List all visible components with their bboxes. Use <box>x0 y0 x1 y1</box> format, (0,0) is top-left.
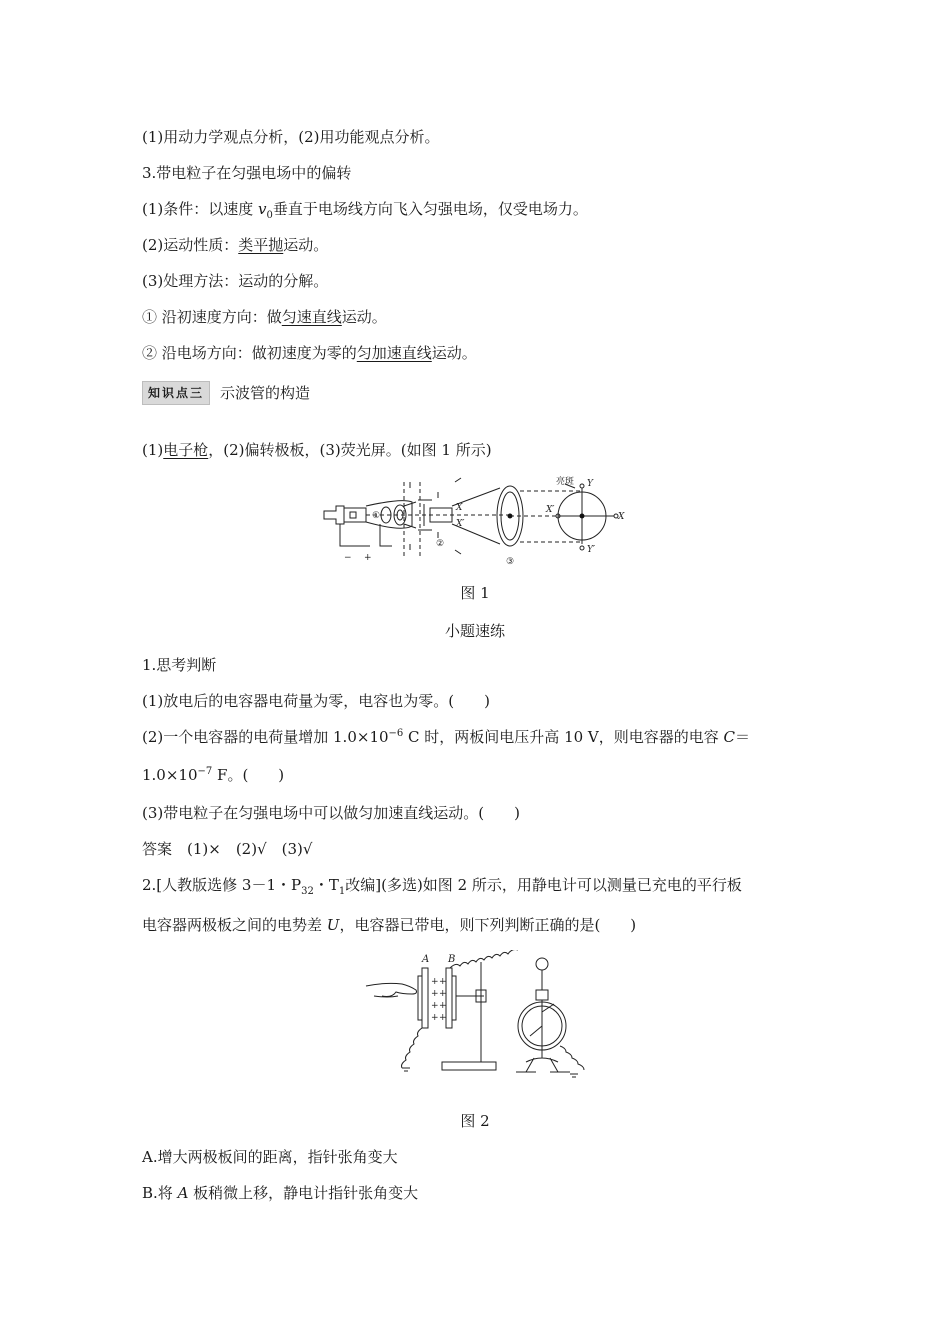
var-v: v <box>258 200 267 218</box>
label-spot: 亮斑 <box>556 477 575 487</box>
label-plate-B: B <box>448 954 456 965</box>
subheading-deflection: 3.带电粒子在匀强电场中的偏转 <box>142 164 352 182</box>
text-span: ① 沿初速度方向：做 <box>142 308 282 326</box>
subscript: 32 <box>301 886 314 897</box>
var-A: A <box>177 1184 189 1202</box>
figure-1-caption: 图 1 <box>460 584 490 602</box>
superscript: −7 <box>197 766 213 777</box>
superscript: −6 <box>388 728 404 739</box>
text-span: 2.[人教版选修 3－1・P <box>142 876 302 894</box>
text-span: 运动。 <box>283 236 329 254</box>
section-badge: 知识点三 <box>142 381 210 405</box>
answer-line: 答案 (1)× (2)√ (3)√ <box>142 840 313 858</box>
text-line <box>142 440 492 460</box>
label-circled-3: ③ <box>506 557 515 567</box>
text-span: 运动。 <box>341 308 387 326</box>
underlined-answer: 匀速直线 <box>281 308 342 326</box>
text-line <box>142 199 588 219</box>
underlined-answer: 匀加速直线 <box>356 344 432 362</box>
question-1-item-3: (3)带电粒子在匀强电场中可以做匀加速直线运动。( ) <box>142 804 520 822</box>
text-span: 垂直于电场线方向飞入匀强电场，仅受电场力。 <box>272 200 588 218</box>
text-span: (1)条件：以速度 <box>142 200 259 218</box>
label-Yprime: Y′ <box>587 545 595 555</box>
spot-dot <box>508 514 513 519</box>
label-circled-1: ① <box>372 511 381 521</box>
label-Xprime: X′ <box>546 505 555 515</box>
question-1-item-2-cont <box>142 765 284 785</box>
subscript: 0 <box>266 210 273 221</box>
text-line <box>142 343 477 363</box>
text-span: 改编](多选)如图 2 所示，用静电计可以测量已充电的平行板 <box>345 876 742 894</box>
section-title: 示波管的构造 <box>220 384 311 402</box>
text-span: ・T <box>313 876 339 894</box>
text-span: ② 沿电场方向：做初速度为零的 <box>142 344 357 362</box>
text-span: 1.0×10 <box>142 766 198 784</box>
var-U: U <box>326 916 340 934</box>
text-line <box>142 307 387 327</box>
plus-charge: + <box>431 1013 439 1023</box>
plus-charge: + <box>439 989 447 999</box>
label-minus: − <box>344 553 352 563</box>
figure-1-crt-diagram <box>320 476 640 568</box>
plus-charge: + <box>439 1001 447 1011</box>
text-span: ，(2)偏转极板，(3)荧光屏。(如图 1 所示) <box>208 441 492 459</box>
section-heading <box>142 381 310 405</box>
subscript: 1 <box>338 886 346 897</box>
label-X-plate: X <box>456 503 463 513</box>
text-span: (1) <box>142 441 164 459</box>
underlined-answer: 电子枪 <box>163 441 209 459</box>
text-span: (2)运动性质： <box>142 236 239 254</box>
text-line: (1)用动力学观点分析，(2)用功能观点分析。 <box>142 128 440 146</box>
figure-2-caption: 图 2 <box>460 1112 490 1130</box>
text-span: 电容器两极板之间的电势差 <box>142 916 327 934</box>
option-a: A.增大两极板间的距离，指针张角变大 <box>142 1148 398 1166</box>
text-line <box>142 235 328 255</box>
question-2-line-2 <box>142 915 636 935</box>
label-circled-2: ② <box>436 539 445 549</box>
text-span: B.将 <box>142 1184 178 1202</box>
question-1-item-1: (1)放电后的电容器电荷量为零，电容也为零。( ) <box>142 692 490 710</box>
text-line: (3)处理方法：运动的分解。 <box>142 272 329 290</box>
question-1-title: 1.思考判断 <box>142 656 217 674</box>
text-span: C 时，两板间电压升高 10 V，则电容器的电容 <box>403 728 724 746</box>
plus-charge: + <box>431 977 439 987</box>
label-plate-A: A <box>422 954 430 965</box>
text-span: ，电容器已带电，则下列判断正确的是( ) <box>339 916 637 934</box>
label-Y: Y <box>587 479 593 489</box>
text-span: F。( ) <box>212 766 285 784</box>
option-b <box>142 1183 418 1203</box>
quick-practice-title: 小题速练 <box>444 622 505 640</box>
text-span: 板稍微上移，静电计指针张角变大 <box>188 1184 419 1202</box>
text-span: (2)一个电容器的电荷量增加 1.0×10 <box>142 728 389 746</box>
label-X: X <box>618 512 625 522</box>
plus-charge: + <box>439 1013 447 1023</box>
var-C: C <box>723 728 736 746</box>
text-span: 运动。 <box>431 344 477 362</box>
text-span: ＝ <box>735 728 751 746</box>
label-plus: + <box>364 553 372 563</box>
plus-charge: + <box>431 1001 439 1011</box>
plus-charge: + <box>431 989 439 999</box>
figure-2-electroscope-diagram <box>364 950 590 1082</box>
plus-charge: + <box>439 977 447 987</box>
spot-dot <box>580 514 585 519</box>
question-1-item-2 <box>142 727 750 747</box>
label-Xprime-plate: X′ <box>456 519 465 529</box>
underlined-answer: 类平抛 <box>238 236 284 254</box>
question-2-line-1 <box>142 875 742 895</box>
